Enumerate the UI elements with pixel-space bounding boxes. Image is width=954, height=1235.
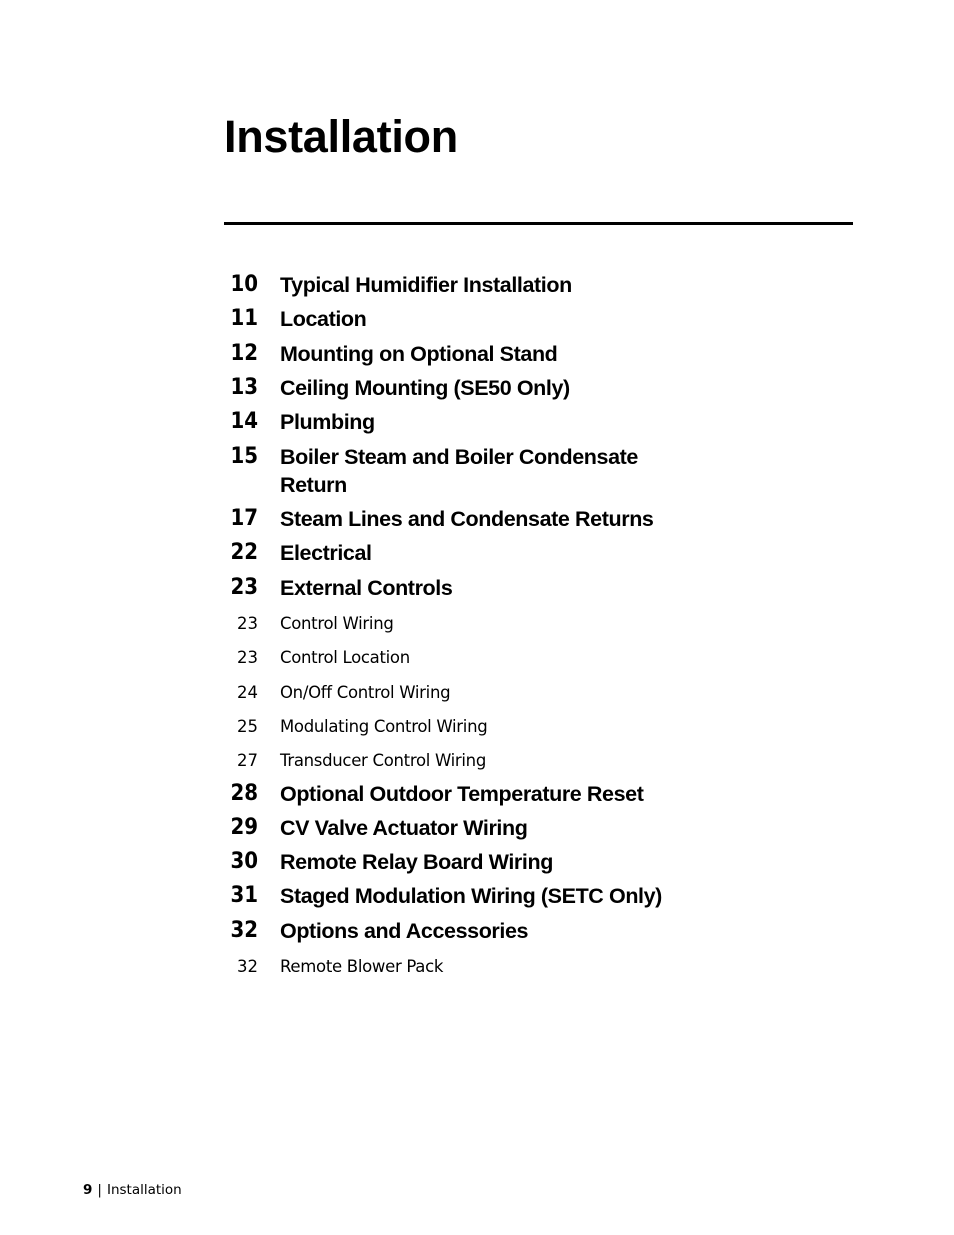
toc-entry[interactable] [224,848,710,876]
toc-entry[interactable] [224,780,710,808]
toc-entry-title: Boiler Steam and Boiler Condensate Return [280,445,638,497]
toc-subentry[interactable] [224,683,710,703]
toc-entry[interactable] [224,374,710,402]
toc-entry-title: Typical Humidifier Installation [280,273,572,297]
toc-subentry[interactable] [224,751,710,771]
toc-page-number: 24 [237,683,258,702]
toc-page-number: 23 [230,575,258,600]
toc-entry[interactable] [224,574,710,602]
toc-entry[interactable] [224,505,710,533]
toc-entry[interactable] [224,443,695,499]
toc-page-number: 17 [230,506,258,531]
toc-subentry[interactable] [224,614,710,634]
footer-section-name: Installation [106,1182,182,1198]
toc-page-number: 11 [230,306,258,331]
title-divider [224,222,853,225]
toc-entry[interactable] [224,814,710,842]
toc-page-number: 14 [230,409,258,434]
toc-entry[interactable] [224,340,710,368]
toc-page-number: 31 [230,883,258,908]
toc-entry-title: External Controls [280,576,453,600]
toc-entry-title: Remote Blower Pack [280,957,444,976]
toc-entry[interactable] [224,539,710,567]
toc-subentry[interactable] [224,957,710,977]
toc-page-number: 22 [230,540,258,565]
toc-entry-title: Control Wiring [280,614,394,633]
footer-page-number: 9 [83,1182,93,1198]
toc-entry-title: Control Location [280,648,410,667]
toc-entry[interactable] [224,917,710,945]
toc-entry-title: Location [280,307,367,331]
toc-page-number: 13 [230,375,258,400]
toc-entry-title: Ceiling Mounting (SE50 Only) [280,376,570,400]
toc-subentry[interactable] [224,717,710,737]
toc-page-number: 23 [237,648,258,667]
toc-entry-title: Staged Modulation Wiring (SETC Only) [280,884,662,908]
toc-entry-title: Transducer Control Wiring [280,751,487,770]
toc-page-number: 32 [230,918,258,943]
toc-page-number: 15 [230,444,258,469]
toc-entry[interactable] [224,305,710,333]
toc-subentry[interactable] [224,648,710,668]
toc-entry-title: On/Off Control Wiring [280,683,451,702]
toc-entry-title: CV Valve Actuator Wiring [280,816,528,840]
toc-entry-title: Optional Outdoor Temperature Reset [280,782,644,806]
toc-entry-title: Electrical [280,541,372,565]
toc-page-number: 25 [237,717,258,736]
toc-entry[interactable] [224,408,710,436]
toc-entry[interactable] [224,882,710,910]
toc-page-number: 29 [230,815,258,840]
toc-entry-title: Mounting on Optional Stand [280,342,558,366]
toc-entry-title: Plumbing [280,410,375,434]
toc-page-number: 23 [237,614,258,633]
footer-separator: | [97,1182,102,1198]
toc-entry-title: Remote Relay Board Wiring [280,850,553,874]
page-title: Installation [224,111,458,162]
toc-page-number: 30 [230,849,258,874]
toc-entry-title: Modulating Control Wiring [280,717,488,736]
toc-page-number: 27 [237,751,258,770]
toc-page-number: 12 [230,341,258,366]
toc-page-number: 28 [230,781,258,806]
page-footer [83,1181,182,1199]
toc-entry[interactable] [224,271,710,299]
toc-page-number: 32 [237,957,258,976]
toc-page-number: 10 [230,272,258,297]
toc-entry-title: Options and Accessories [280,919,529,943]
toc-entry-title: Steam Lines and Condensate Returns [280,507,654,531]
